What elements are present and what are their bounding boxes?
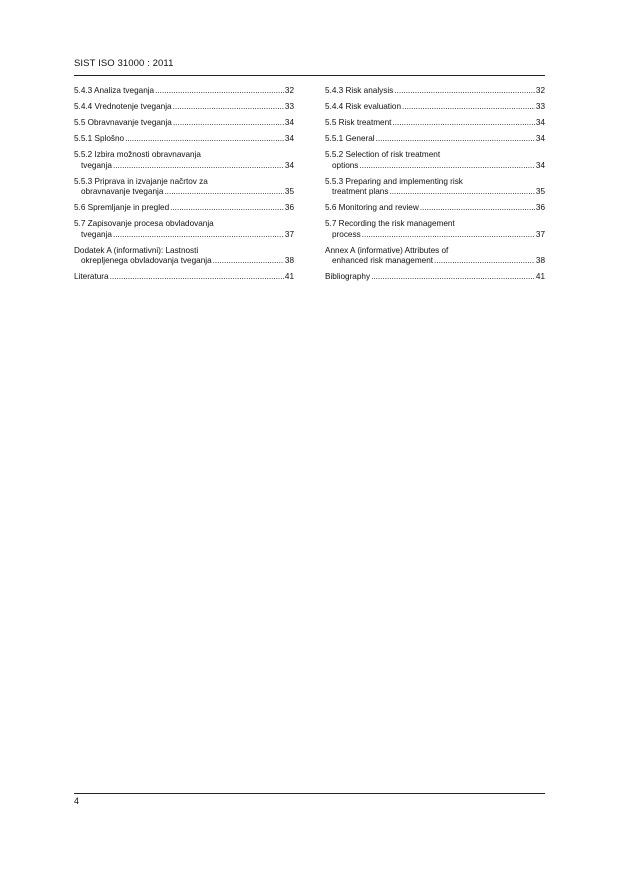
footer-divider <box>74 793 545 794</box>
toc-page-number: 34 <box>535 118 545 127</box>
toc-entry-line <box>74 102 294 113</box>
toc-page-number: 41 <box>284 272 294 281</box>
toc-entry[interactable] <box>74 272 294 283</box>
toc-dot-leader <box>394 86 535 97</box>
toc-entry-line <box>325 86 545 97</box>
toc-dot-leader <box>362 230 535 241</box>
toc-entry-line <box>325 177 545 188</box>
toc-dot-leader <box>392 118 534 129</box>
toc-entry[interactable] <box>74 177 294 198</box>
toc-entry-text: 5.5.2 Izbira možnosti obravnavanja <box>74 150 201 159</box>
toc-entry-text: 5.5.1 Splošno <box>74 134 125 143</box>
toc-entry[interactable] <box>325 86 545 97</box>
toc-entry-line <box>325 272 545 283</box>
toc-page-number: 33 <box>284 102 294 111</box>
toc-page-number: 37 <box>284 229 294 239</box>
toc-entry-line <box>325 187 545 198</box>
toc-entry[interactable] <box>325 203 545 214</box>
toc-entry[interactable] <box>74 134 294 145</box>
toc-entry-line <box>74 161 294 172</box>
toc-entry-line <box>325 118 545 129</box>
toc-entry-line <box>74 219 294 230</box>
toc-column-english <box>325 86 545 288</box>
toc-entry-line <box>325 150 545 161</box>
toc-page-number: 34 <box>284 160 294 170</box>
toc-dot-leader <box>434 256 535 267</box>
toc-entry-text: 5.4.4 Risk evaluation <box>325 102 402 111</box>
toc-entry-line <box>74 177 294 188</box>
toc-dot-leader <box>402 102 535 113</box>
toc-entry-text: 5.5 Obravnavanje tveganja <box>74 118 172 127</box>
toc-entry-line <box>74 150 294 161</box>
toc-entry-line <box>74 134 294 145</box>
toc-entry-text: 5.4.3 Analiza tveganja <box>74 86 155 95</box>
toc-entry[interactable] <box>74 203 294 214</box>
toc-entry-text: 5.7 Zapisovanje procesa obvladovanja <box>74 219 214 228</box>
toc-entry-line <box>74 118 294 129</box>
toc-entry-text: 5.5.3 Preparing and implementing risk <box>325 176 463 186</box>
toc-entry-text: 5.5.1 General <box>325 134 375 143</box>
toc-page-number: 35 <box>535 187 545 196</box>
toc-page-number: 33 <box>535 102 545 111</box>
toc-page-number: 41 <box>535 272 545 281</box>
toc-entry-text: Annex A (informative) Attributes of <box>325 245 449 255</box>
toc-page-number: 32 <box>535 86 545 95</box>
toc-dot-leader <box>359 161 534 172</box>
toc-dot-leader <box>213 256 284 267</box>
toc-column-slovenian <box>74 86 294 288</box>
toc-dot-leader <box>125 134 284 145</box>
toc-entry-line <box>325 246 545 257</box>
toc-entry-text: options <box>332 160 359 170</box>
toc-entry[interactable] <box>74 219 294 240</box>
toc-dot-leader <box>113 161 284 172</box>
toc-entry-text: Dodatek A (informativni): Lastnosti <box>74 245 199 255</box>
toc-entry-text: enhanced risk management <box>332 256 434 265</box>
toc-dot-leader <box>164 187 283 198</box>
header-divider <box>74 75 545 76</box>
toc-entry-line <box>74 256 294 267</box>
toc-entry-line <box>325 256 545 267</box>
toc-entry-line <box>325 230 545 241</box>
toc-dot-leader <box>155 86 284 97</box>
toc-page-number: 36 <box>284 203 294 212</box>
toc-dot-leader <box>376 134 535 145</box>
toc-dot-leader <box>173 102 284 113</box>
toc-page-number: 32 <box>284 86 294 95</box>
toc-entry-line <box>325 203 545 214</box>
toc-page-number: 36 <box>535 203 545 212</box>
toc-entry-text: 5.4.4 Vrednotenje tveganja <box>74 102 172 111</box>
toc-entry-text: process <box>332 229 361 239</box>
toc-entry[interactable] <box>325 102 545 113</box>
footer-page-number: 4 <box>74 796 80 806</box>
toc-dot-leader <box>173 118 284 129</box>
toc-entry-line <box>325 134 545 145</box>
toc-entry-text: tveganja <box>81 229 112 239</box>
toc-dot-leader <box>420 203 535 214</box>
toc-page-number: 37 <box>535 229 545 239</box>
toc-entry-line <box>325 161 545 172</box>
toc-dot-leader <box>170 203 284 214</box>
toc-entry[interactable] <box>325 177 545 198</box>
toc-entry-text: 5.5.3 Priprava in izvajanje načrtov za <box>74 176 208 186</box>
toc-entry-line <box>74 230 294 241</box>
toc-entry-text: 5.6 Spremljanje in pregled <box>74 203 170 212</box>
toc-entry-text: treatment plans <box>332 187 389 196</box>
toc-entry-text: 5.5 Risk treatment <box>325 118 392 127</box>
toc-entry[interactable] <box>325 134 545 145</box>
toc-entry-line <box>325 219 545 230</box>
toc-entry[interactable] <box>74 86 294 97</box>
toc-entry[interactable] <box>325 219 545 240</box>
toc-entry-line <box>74 187 294 198</box>
toc-entry-line <box>74 86 294 97</box>
toc-entry-text: 5.5.2 Selection of risk treatment <box>325 150 441 159</box>
toc-entry-line <box>74 246 294 257</box>
toc-entry[interactable] <box>74 102 294 113</box>
toc-entry-text: 5.7 Recording the risk management <box>325 219 455 228</box>
toc-entry[interactable] <box>325 272 545 283</box>
toc-dot-leader <box>389 187 534 198</box>
toc-entry-text: tveganja <box>81 160 112 170</box>
toc-entry-text: obravnavanje tveganja <box>81 187 164 196</box>
toc-entry[interactable] <box>325 118 545 129</box>
toc-entry-line <box>74 203 294 214</box>
toc-entry[interactable] <box>325 150 545 171</box>
toc-entry-text: Literatura <box>74 272 109 281</box>
toc-dot-leader <box>371 272 535 283</box>
toc-entry-text: Bibliography <box>325 272 371 281</box>
toc-page-number: 34 <box>535 134 545 143</box>
toc-entry[interactable] <box>74 246 294 267</box>
toc-page-number: 35 <box>284 187 294 196</box>
toc-entry[interactable] <box>74 118 294 129</box>
toc-dot-leader <box>110 272 284 283</box>
toc-page-number: 38 <box>284 256 294 265</box>
toc-entry[interactable] <box>325 246 545 267</box>
toc-dot-leader <box>113 230 284 241</box>
toc-page-number: 34 <box>284 118 294 127</box>
toc-entry-text: okrepljenega obvladovanja tveganja <box>81 256 212 265</box>
toc-page-number: 34 <box>535 160 545 170</box>
toc-entry-text: 5.6 Monitoring and review <box>325 203 419 212</box>
toc-page-number: 34 <box>284 134 294 143</box>
toc-entry-line <box>325 102 545 113</box>
toc-entry[interactable] <box>74 150 294 171</box>
toc-entry-line <box>74 272 294 283</box>
document-header-title: SIST ISO 31000 : 2011 <box>74 58 174 69</box>
toc-entry-text: 5.4.3 Risk analysis <box>325 86 394 95</box>
toc-page-number: 38 <box>535 256 545 265</box>
